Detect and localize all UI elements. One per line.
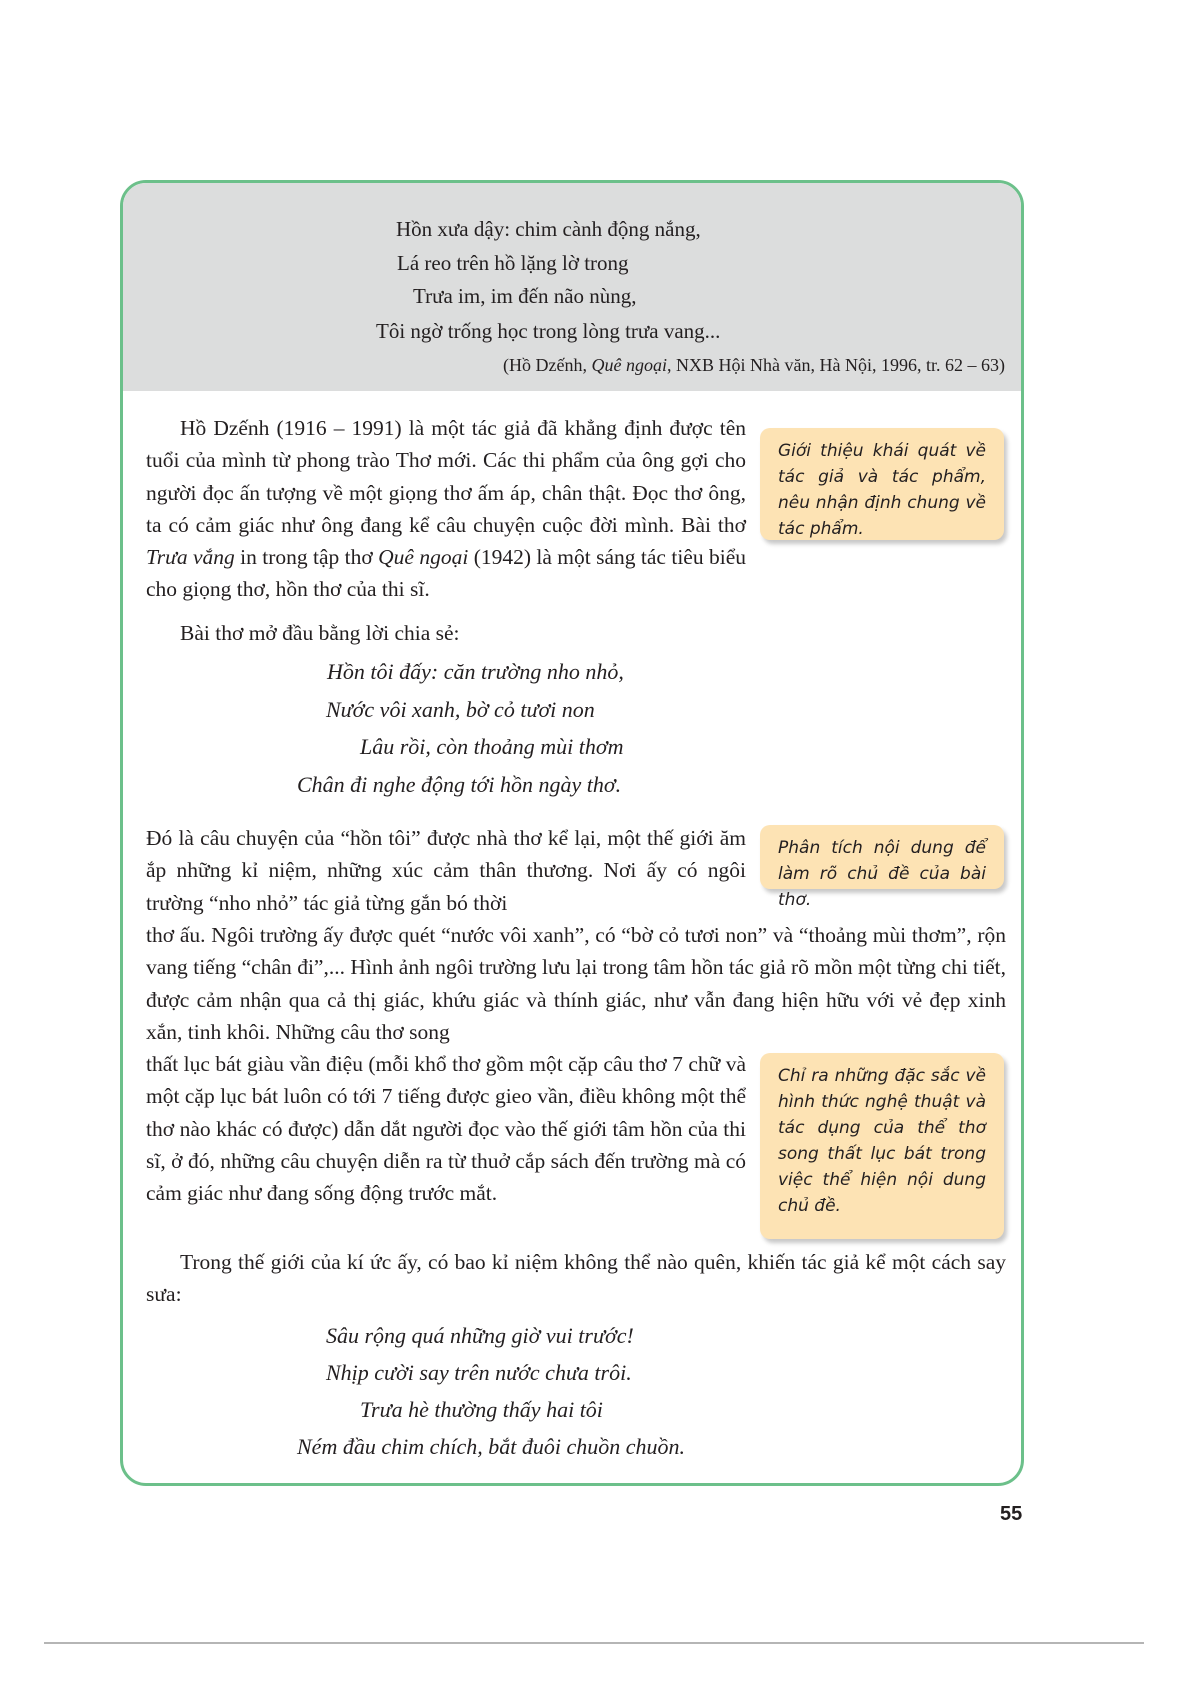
verse-line: Hồn tôi đấy: căn trường nho nhỏ, (327, 659, 624, 684)
quote-line: Trưa im, im đến não nùng, (413, 284, 637, 308)
paragraph-analysis-2: thơ ấu. Ngôi trường ấy được quét “nước vôi xanh”, có “bờ cỏ tươi non” và “thoảng mùi thơm”, rộn vang tiếng “chân đi”,... Hình ảnh ngôi trường lưu lại trong tâm hồn tác giả rõ mồn một từng chi tiết, được cảm nhận qua cả thị giác, khứu giác và thính giác, như vẫn đang hiện hữu với vẻ đẹp xinh xắn, tinh khôi. Những câu thơ song (146, 923, 1006, 1044)
paragraph-intro (146, 412, 746, 606)
collection-title: Quê ngoại (378, 545, 469, 570)
verse-line: Ném đầu chim chích, bắt đuôi chuồn chuồn. (297, 1434, 685, 1459)
page-number: 55 (1000, 1503, 1023, 1525)
text-run: Hồ Dzếnh (1916 – 1991) là một tác giả đã khẳng định được tên tuổi của mình từ phong trào Thơ mới. Các thi phẩm của ông gợi cho người đọc ấn tượng về một giọng thơ ấm áp, chân thật. Đọc thơ ông, ta có cảm giác như ông đang kể câu chuyện cuộc đời mình. Bài thơ (146, 416, 746, 537)
verse-line: Chân đi nghe động tới hồn ngày thơ. (297, 772, 622, 797)
citation-author: (Hồ Dzếnh, (503, 355, 592, 375)
text-run: (1942) là một sáng tác tiêu biểu cho giọng thơ, hồn thơ của thi sĩ. (146, 545, 746, 602)
verse-line: Lâu rồi, còn thoảng mùi thơm (360, 734, 624, 759)
paragraph-analysis-3: thất lục bát giàu vần điệu (mỗi khổ thơ gồm một cặp câu thơ 7 chữ và một cặp lục bát luôn có tới 7 tiếng được gieo vần, điều không một thể thơ nào khác có được) dẫn dắt người đọc vào thế giới tâm hồn của thi sĩ, ở đó, những câu chuyện diễn ra từ thuở cắp sách đến trường mà có cảm giác như đang sống động trước mắt. (146, 1052, 746, 1206)
paragraph-memory: Trong thế giới của kí ức ấy, có bao kỉ niệm không thể nào quên, khiến tác giả kể một cách say sưa: (146, 1250, 1006, 1307)
text-run: in trong tập thơ (234, 545, 379, 570)
citation-title: Quê ngoại (591, 355, 668, 375)
quote-citation (503, 355, 1005, 376)
margin-note-content: Phân tích nội dung để làm rõ chủ đề của bài thơ. (760, 825, 1004, 889)
footer-rule (44, 1642, 1144, 1644)
poem-title: Trưa vắng (146, 545, 235, 570)
quote-line: Tôi ngờ trống học trong lòng trưa vang... (376, 319, 721, 343)
citation-publisher: , NXB Hội Nhà văn, Hà Nội, 1996, tr. 62 – 63) (667, 355, 1005, 375)
verse-line: Sâu rộng quá những giờ vui trước! (326, 1323, 634, 1348)
content-frame (120, 180, 1024, 1486)
paragraph-analysis-1: Đó là câu chuyện của “hồn tôi” được nhà thơ kể lại, một thế giới ăm ắp những kỉ niệm, những xúc cảm thân thương. Nơi ấy có ngôi trường “nho nhỏ” tác giả từng gắn bó thời (146, 826, 746, 915)
margin-note-form: Chỉ ra những đặc sắc về hình thức nghệ thuật và tác dụng của thể thơ song thất lục bát trong việc thể hiện nội dung chủ đề. (760, 1053, 1004, 1239)
paragraph-opening: Bài thơ mở đầu bằng lời chia sẻ: (180, 621, 460, 645)
verse-line: Nước vôi xanh, bờ cỏ tươi non (326, 697, 595, 722)
verse-line: Trưa hè thường thấy hai tôi (360, 1397, 603, 1422)
verse-line: Nhịp cười say trên nước chưa trôi. (326, 1360, 632, 1385)
quote-line: Hồn xưa dậy: chim cành động nắng, (396, 217, 701, 241)
quote-line: Lá reo trên hồ lặng lờ trong (397, 251, 629, 275)
margin-note-intro: Giới thiệu khái quát về tác giả và tác phẩm, nêu nhận định chung về tác phẩm. (760, 428, 1004, 540)
quote-box (123, 183, 1021, 391)
